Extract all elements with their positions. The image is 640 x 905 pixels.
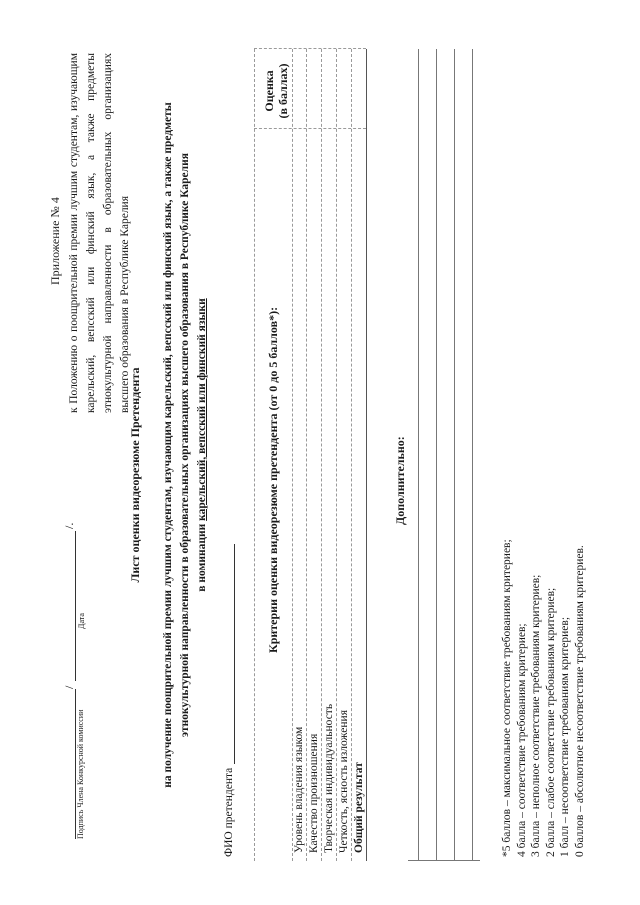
scoring-note: 2 балла – слабое соответствие требованиям критериев; bbox=[544, 587, 557, 857]
table-border bbox=[254, 48, 366, 49]
criteria-header: Критерии оценки видеорезюме претендента (от 0 до 5 баллов*): bbox=[266, 306, 280, 653]
table-border bbox=[366, 49, 367, 861]
additional-lines bbox=[408, 49, 488, 861]
appendix-number: Приложение № 4 bbox=[48, 197, 62, 285]
table-rule bbox=[306, 49, 307, 861]
page-subtitle bbox=[160, 45, 211, 845]
scoring-note: 1 балл – несоответствие требованиям критериев; bbox=[559, 616, 571, 857]
table-rule bbox=[321, 49, 322, 861]
column-divider bbox=[254, 128, 366, 129]
slash-separator: /. bbox=[62, 522, 76, 529]
criterion-row: Творческая индивидуальность bbox=[323, 703, 335, 853]
nomination-name: карельский, вепсский или финский языки bbox=[196, 298, 208, 521]
subtitle-line bbox=[194, 45, 211, 845]
subtitle-line: на получение поощрительной премии лучшим студентам, изучающим карельский, вепсский или финский язык, а также предметы bbox=[162, 102, 174, 788]
total-result-row: Общий результат bbox=[353, 762, 365, 853]
signature-block bbox=[60, 509, 90, 839]
scoring-note: 3 балла – неполное соответствие требованиям критериев; bbox=[530, 574, 542, 857]
nomination-prefix: в номинации bbox=[196, 520, 208, 592]
scoring-notes bbox=[500, 539, 587, 857]
applicant-name-field bbox=[222, 544, 235, 857]
applicant-name-line bbox=[222, 544, 235, 764]
regulation-reference: к Положению о поощрительной премии лучшим студентам, изучающим карельский, вепсский или финский язык, а также предметы этнокультурной направленности в образовательных организациях высшего образования в Республике Карелия bbox=[68, 53, 131, 413]
scoring-note: 4 балла – соответствие требованиям критериев; bbox=[515, 623, 528, 857]
score-header-title: Оценка bbox=[262, 70, 276, 112]
member-signature-label: Подпись Члена Конкурсной комиссии bbox=[76, 709, 85, 839]
additional-border bbox=[408, 860, 480, 861]
slash-separator: / bbox=[62, 685, 76, 689]
table-rule bbox=[351, 49, 352, 861]
additional-line bbox=[454, 49, 455, 861]
table-border bbox=[254, 49, 255, 861]
additional-line bbox=[436, 49, 437, 861]
page-title: Лист оценки видеорезюме Претендента bbox=[128, 367, 142, 583]
subtitle-line: этнокультурной направленности в образовательных организациях высшего образования в Республике Карелия bbox=[179, 153, 191, 737]
criterion-row: Уровень владения языком bbox=[293, 726, 305, 853]
date-underline bbox=[75, 531, 76, 681]
date-label: Дата bbox=[77, 613, 86, 629]
additional-section-label: Дополнительно: bbox=[393, 436, 407, 525]
additional-line bbox=[418, 49, 419, 861]
table-rule bbox=[336, 49, 337, 861]
scoring-note: 0 баллов – абсолютное несоответствие требованиям критериев. bbox=[573, 545, 586, 857]
additional-line bbox=[472, 49, 473, 861]
criterion-row: Четкость, ясность изложения bbox=[338, 710, 350, 853]
applicant-name-label: ФИО претендента bbox=[223, 767, 235, 857]
scoring-note: *5 баллов – максимальное соответствие требованиям критериев; bbox=[501, 539, 513, 857]
score-header-unit: (в баллах) bbox=[276, 63, 290, 119]
score-header bbox=[262, 55, 290, 127]
criterion-row: Качество произношения bbox=[308, 733, 320, 853]
